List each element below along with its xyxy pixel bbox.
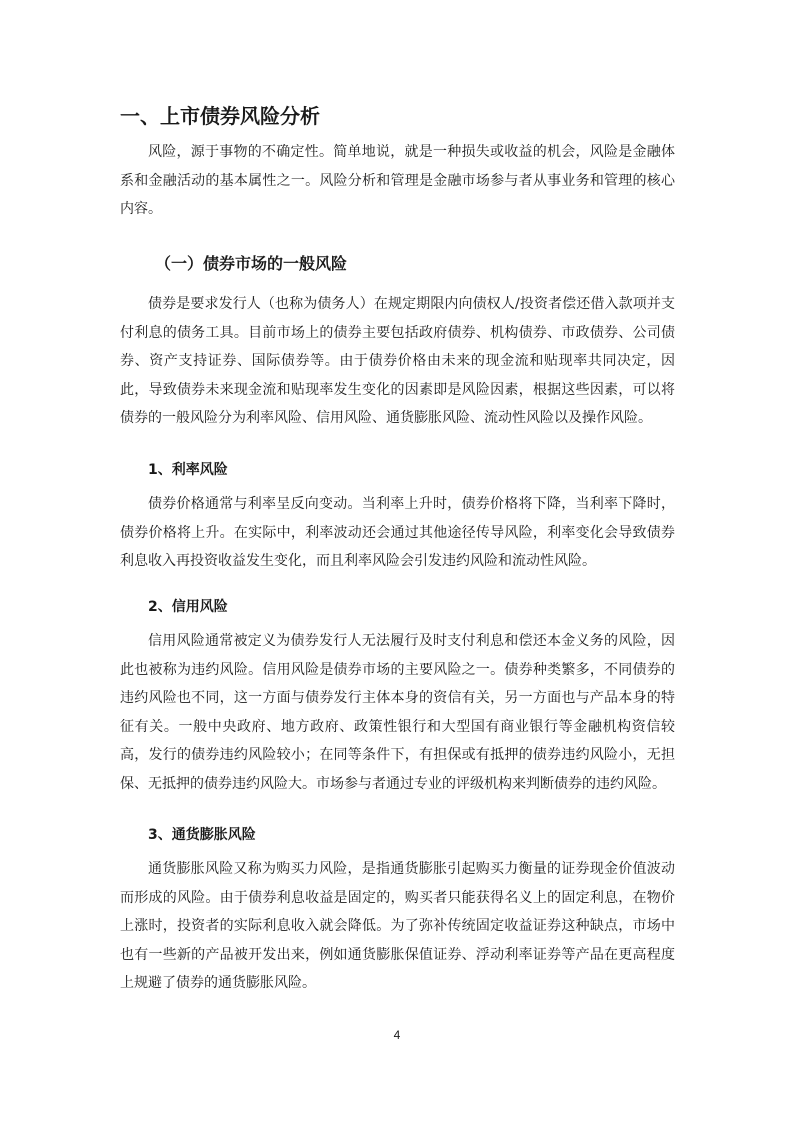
page-number: 4	[393, 1028, 401, 1042]
general-risk-paragraph: 债券是要求发行人（也称为债务人）在规定期限内向债权人/投资者偿还借入款项并支付利息的债务工具。目前市场上的债券主要包括政府债券、机构债券、市政债券、公司债券、资产支持证券、国际债券等。由于债券价格由未来的现金流和贴现率共同决定，因此，导致债券未来现金流和贴现率发生变化的因素即是风险因素，根据这些因素，可以将债券的一般风险分为利率风险、信用风险、通货膨胀风险、流动性风险以及操作风险。	[120, 296, 675, 426]
interest-rate-risk-paragraph: 债券价格通常与利率呈反向变动。当利率上升时，债券价格将下降，当利率下降时，债券价格将上升。在实际中，利率波动还会通过其他途径传导风险，利率变化会导致债券利息收入再投资收益发生变化，而且利率风险会引发违约风险和流动性风险。	[120, 496, 675, 569]
interest-rate-risk-heading: 1、利率风险	[148, 462, 228, 478]
credit-risk-heading: 2、信用风险	[148, 599, 228, 615]
section-title: 一、上市债券风险分析	[120, 104, 320, 128]
intro-paragraph: 风险，源于事物的不确定性。简单地说，就是一种损失或收益的机会，风险是金融体系和金融活动的基本属性之一。风险分析和管理是金融市场参与者从事业务和管理的核心内容。	[120, 144, 675, 217]
subsection-title: （一）债券市场的一般风险	[155, 254, 348, 273]
inflation-risk-heading: 3、通货膨胀风险	[148, 827, 256, 843]
credit-risk-paragraph: 信用风险通常被定义为债券发行人无法履行及时支付利息和偿还本金义务的风险，因此也被称为违约风险。信用风险是债券市场的主要风险之一。债券种类繁多，不同债券的违约风险也不同，这一方面与债券发行主体本身的资信有关，另一方面也与产品本身的特征有关。一般中央政府、地方政府、政策性银行和大型国有商业银行等金融机构资信较高，发行的债券违约风险较小；在同等条件下，有担保或有抵押的债券违约风险小，无担保、无抵押的债券违约风险大。市场参与者通过专业的评级机构来判断债券的违约风险。	[120, 633, 675, 792]
inflation-risk-paragraph: 通货膨胀风险又称为购买力风险，是指通货膨胀引起购买力衡量的证券现金价值波动而形成的风险。由于债券利息收益是固定的，购买者只能获得名义上的固定利息，在物价上涨时，投资者的实际利息收入就会降低。为了弥补传统固定收益证券这种缺点，市场中也有一些新的产品被开发出来，例如通货膨胀保值证券、浮动利率证券等产品在更高程度上规避了债券的通货膨胀风险。	[120, 861, 675, 991]
